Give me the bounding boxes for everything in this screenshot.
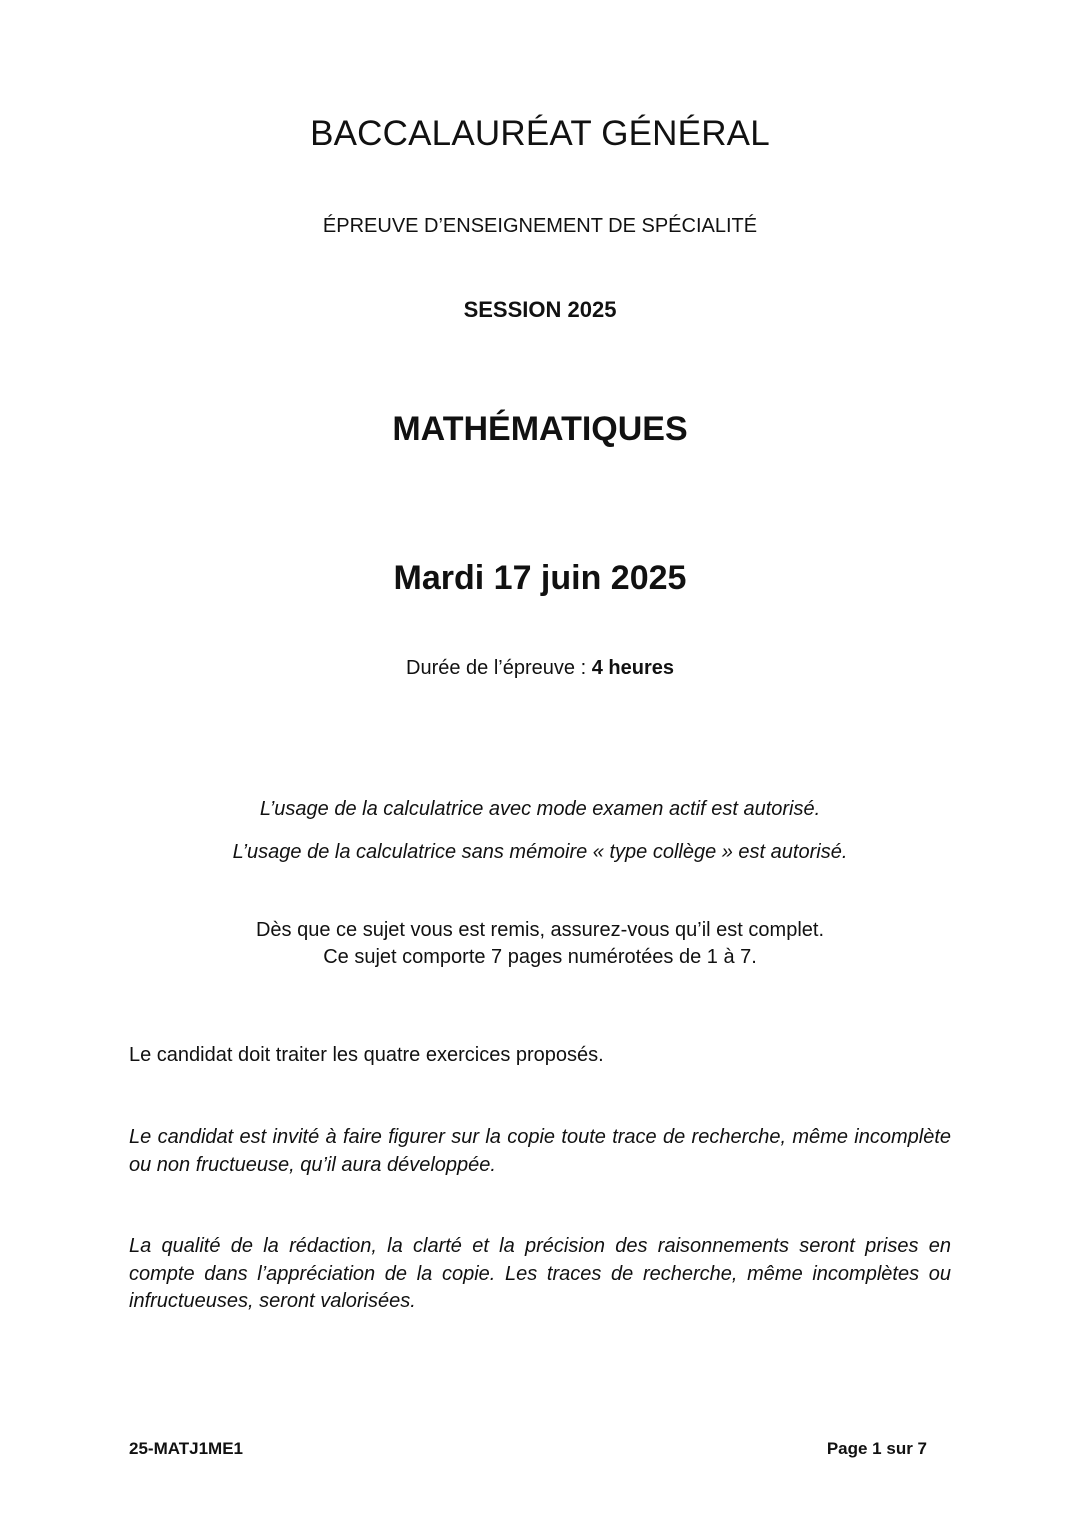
exam-subtitle: ÉPREUVE D’ENSEIGNEMENT DE SPÉCIALITÉ	[322, 215, 758, 237]
exam-session: SESSION 2025	[463, 297, 617, 322]
instruction-paragraph: La qualité de la rédaction, la clarté et la précision des raisonnements seront prises en compte dans l’appréciation de la copie. Les traces de recherche, même incomplètes ou infructueuses, seront valorisées.	[129, 1235, 951, 1312]
calculator-rule-1: L’usage de la calculatrice avec mode examen actif est autorisé.	[259, 798, 821, 820]
exam-title: BACCALAURÉAT GÉNÉRAL	[310, 114, 770, 153]
duration-label: Durée de l’épreuve :	[406, 657, 592, 679]
exam-subject: MATHÉMATIQUES	[392, 410, 688, 448]
completeness-note-1: Dès que ce sujet vous est remis, assurez-vous qu’il est complet.	[255, 919, 825, 941]
exam-date: Mardi 17 juin 2025	[393, 559, 687, 597]
duration-value: 4 heures	[591, 657, 674, 679]
instruction-paragraph: Le candidat est invité à faire figurer sur la copie toute trace de recherche, même incomplète ou non fructueuse, qu’il aura développée.	[129, 1126, 951, 1176]
calculator-rule-2: L’usage de la calculatrice sans mémoire « type collège » est autorisé.	[232, 841, 848, 863]
completeness-note-2: Ce sujet comporte 7 pages numérotées de 1 à 7.	[323, 946, 757, 968]
footer-exam-code: 25-MATJ1ME1	[129, 1439, 243, 1458]
footer-page-number: Page 1 sur 7	[826, 1439, 927, 1458]
instruction-paragraph: Le candidat doit traiter les quatre exercices proposés.	[129, 1044, 604, 1066]
exam-duration	[0, 657, 1080, 680]
